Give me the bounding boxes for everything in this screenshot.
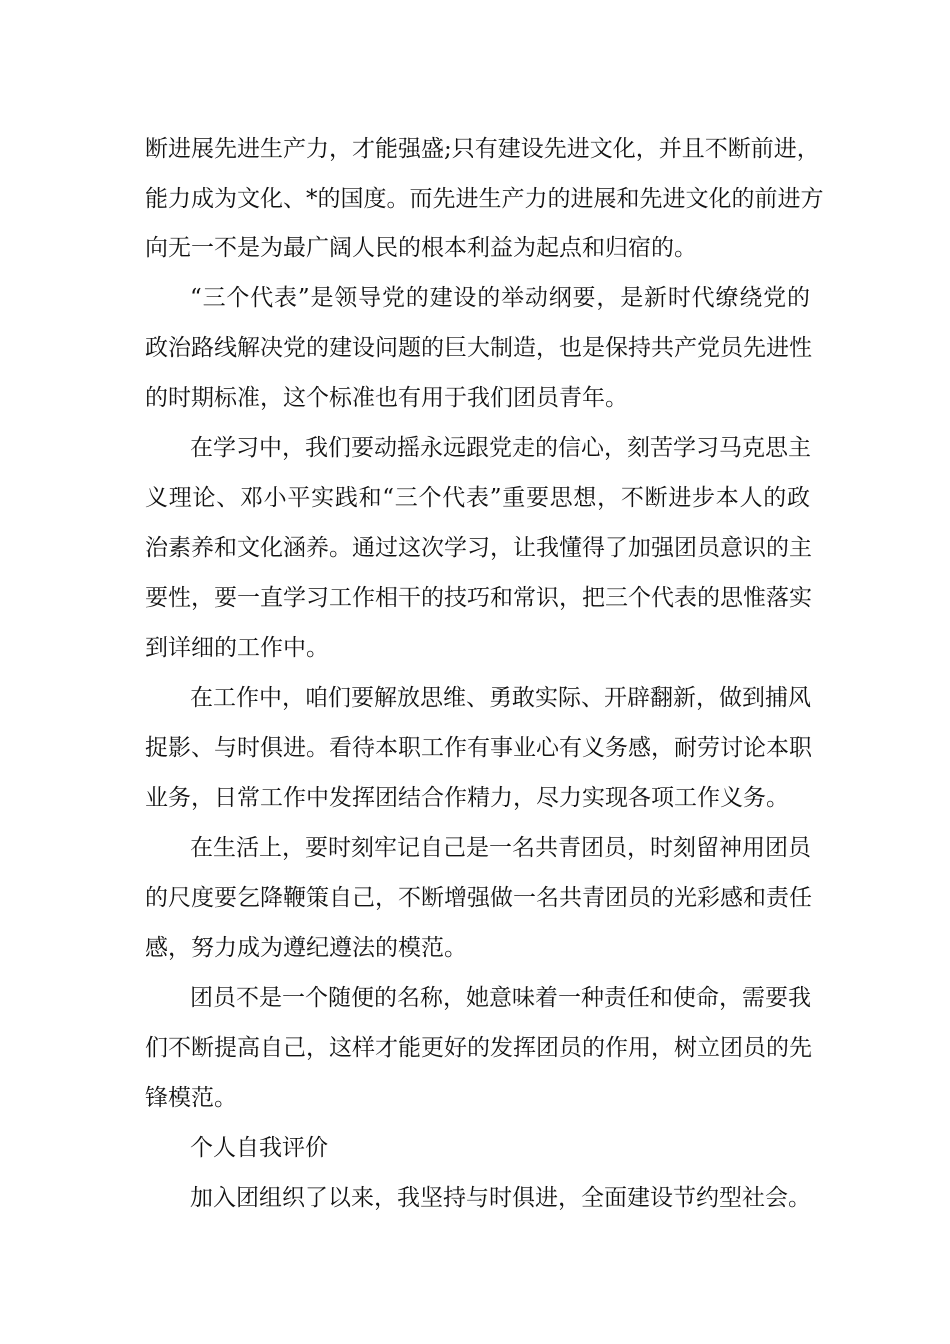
- text-line: 义理论、邓小平实践和“三个代表”重要思想，不断进步本人的政: [145, 485, 810, 511]
- text-line: 向无一不是为最广阔人民的根本利益为起点和归宿的。: [145, 235, 697, 261]
- text-line: 加入团组织了以来，我坚持与时俱进，全面建设节约型社会。: [190, 1185, 811, 1211]
- text-line: 到详细的工作中。: [145, 635, 329, 661]
- section-heading: 个人自我评价: [190, 1135, 328, 1161]
- text-line: 的尺度要乞降鞭策自己，不断增强做一名共青团员的光彩感和责任: [145, 885, 812, 911]
- text-line: 锋模范。: [145, 1085, 237, 1111]
- text-line: 业务，日常工作中发挥团结合作精力，尽力实现各项工作义务。: [145, 785, 789, 811]
- text-line: 感，努力成为遵纪遵法的模范。: [145, 935, 467, 961]
- text-line: 能力成为文化、*的国度。而先进生产力的进展和先进文化的前进方: [145, 186, 824, 212]
- text-line: 断进展先进生产力，才能强盛;只有建设先进文化，并且不断前进，: [145, 136, 820, 162]
- text-line: 要性，要一直学习工作相干的技巧和常识，把三个代表的思惟落实: [145, 585, 812, 611]
- text-line: “三个代表”是领导党的建设的举动纲要，是新时代缭绕党的: [190, 285, 810, 311]
- text-line: 治素养和文化涵养。通过这次学习，让我懂得了加强团员意识的主: [145, 535, 812, 561]
- text-line: 团员不是一个随便的名称，她意味着一种责任和使命，需要我: [190, 985, 811, 1011]
- text-line: 政治路线解决党的建设问题的巨大制造，也是保持共产党员先进性: [145, 335, 812, 361]
- text-line: 在工作中，咱们要解放思维、勇敢实际、开辟翻新，做到捕风: [190, 685, 811, 711]
- text-line: 在生活上，要时刻牢记自己是一名共青团员，时刻留神用团员: [190, 835, 811, 861]
- text-line: 们不断提高自己，这样才能更好的发挥团员的作用，树立团员的先: [145, 1035, 812, 1061]
- text-line: 捉影、与时俱进。看待本职工作有事业心有义务感，耐劳讨论本职: [145, 735, 812, 761]
- text-line: 在学习中，我们要动摇永远跟党走的信心，刻苦学习马克思主: [190, 435, 811, 461]
- text-line: 的时期标准，这个标准也有用于我们团员青年。: [145, 385, 628, 411]
